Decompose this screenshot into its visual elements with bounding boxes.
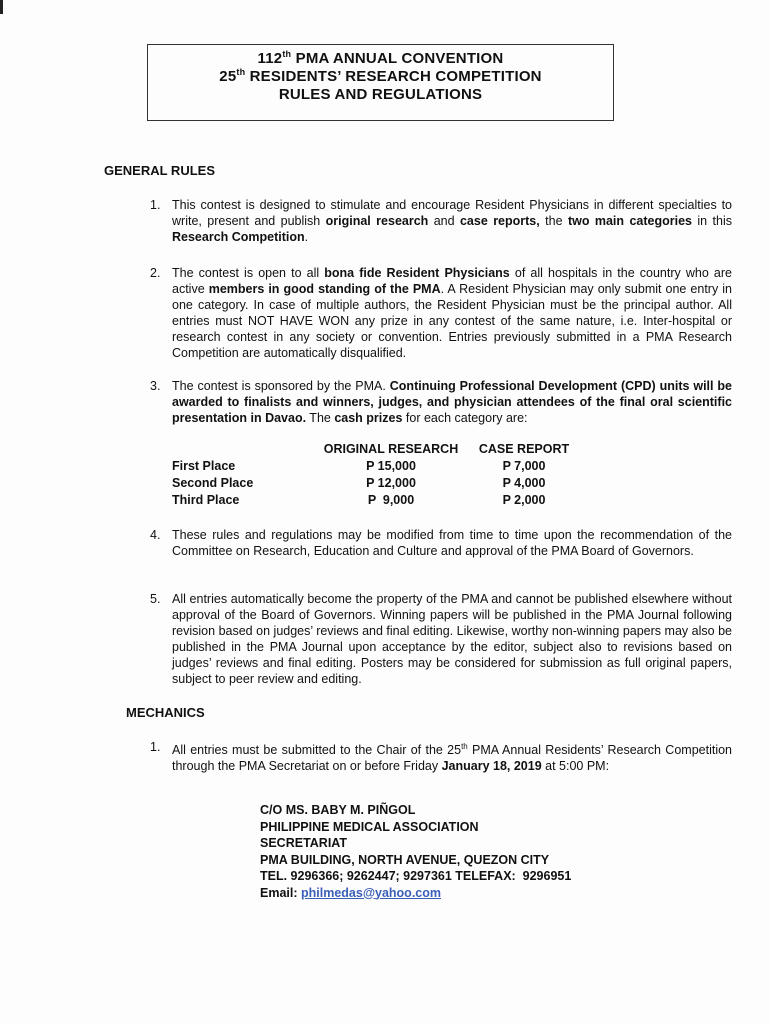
- rule-4: 4. These rules and regulations may be modified from time to time upon the recommendation of the Committee on Research, Education and Culture and approval of the PMA Board of Governors.: [150, 528, 732, 558]
- scan-edge-mark: [0, 0, 3, 14]
- email-link[interactable]: philmedas@yahoo.com: [301, 885, 441, 900]
- prize-header-row: [172, 441, 574, 458]
- rule-5: 5. All entries automatically become the property of the PMA and cannot be published elsewhere without approval of the Board of Governors. Winning papers will be published in the PMA Journal following revision based on judges’ reviews and final editing. Likewise, worthy non-winning papers may also be published in the PMA Journal upon acceptance by the editor, subject also to revisions based on judges’ reviews and final editing. Posters may be considered for submission as full original papers, subject to peer review and editing.: [150, 592, 732, 686]
- prize-row: [172, 492, 574, 509]
- col-original-research: ORIGINAL RESEARCH: [323, 442, 459, 456]
- title-line-1: 112th PMA ANNUAL CONVENTION: [257, 49, 504, 67]
- prize-case: P 2,000: [502, 493, 546, 507]
- title-line-2: 25th RESIDENTS’ RESEARCH COMPETITION: [219, 67, 542, 85]
- address-line: TEL. 9296366; 9262447; 9297361 TELEFAX: 9296951: [260, 869, 572, 883]
- place-label: Third Place: [172, 493, 240, 507]
- mechanics-heading: MECHANICS: [126, 705, 205, 720]
- general-rules-heading: GENERAL RULES: [104, 163, 215, 178]
- rule-3: 3. The contest is sponsored by the PMA. Continuing Professional Development (CPD) units will be awarded to finalists and winners, judges, and physician attendees of the final oral scientific presentation in Davao. The cash prizes for each category are:: [150, 379, 732, 425]
- title-line-3: RULES AND REGULATIONS: [278, 86, 483, 103]
- mechanics-1: 1. All entries must be submitted to the Chair of the 25th PMA Annual Residents’ Research Competition through the PMA Secretariat on or before Friday January 18, 2019 at 5:00 PM:: [150, 740, 733, 774]
- rule-1: 1. This contest is designed to stimulate and encourage Resident Physicians in different specialties to write, present and publish original research and case reports, the two main categories in this Research Competition.: [150, 198, 732, 244]
- address-line: PMA BUILDING, NORTH AVENUE, QUEZON CITY: [260, 852, 550, 867]
- place-label: First Place: [172, 459, 236, 473]
- prize-original: P 9,000: [367, 493, 415, 507]
- prize-row: [172, 475, 574, 492]
- prize-original: P 15,000: [366, 459, 416, 473]
- place-label: Second Place: [172, 476, 254, 490]
- prize-case: P 4,000: [502, 476, 546, 490]
- prize-case: P 7,000: [502, 459, 546, 473]
- address-line: C/O MS. BABY M. PIÑGOL: [260, 803, 416, 817]
- title-box: [147, 44, 614, 121]
- prize-original: P 12,000: [366, 476, 416, 490]
- address-line: SECRETARIAT: [260, 836, 348, 850]
- email-line: Email: philmedas@yahoo.com: [260, 885, 441, 900]
- submission-address: [260, 802, 571, 901]
- address-line: PHILIPPINE MEDICAL ASSOCIATION: [260, 819, 479, 834]
- prize-row: [172, 458, 574, 475]
- col-case-report: CASE REPORT: [478, 442, 570, 456]
- rule-2: 2. The contest is open to all bona fide Resident Physicians of all hospitals in the country who are active members in good standing of the PMA. A Resident Physician may only submit one entry in one category. In case of multiple authors, the Resident Physician must be the principal author. All entries must NOT HAVE WON any prize in any contest of the same nature, i.e. Inter-hospital or research contest in any society or convention. Entries previously submitted in a PMA Research Competition are automatically disqualified.: [150, 266, 732, 360]
- prize-table: [172, 441, 574, 509]
